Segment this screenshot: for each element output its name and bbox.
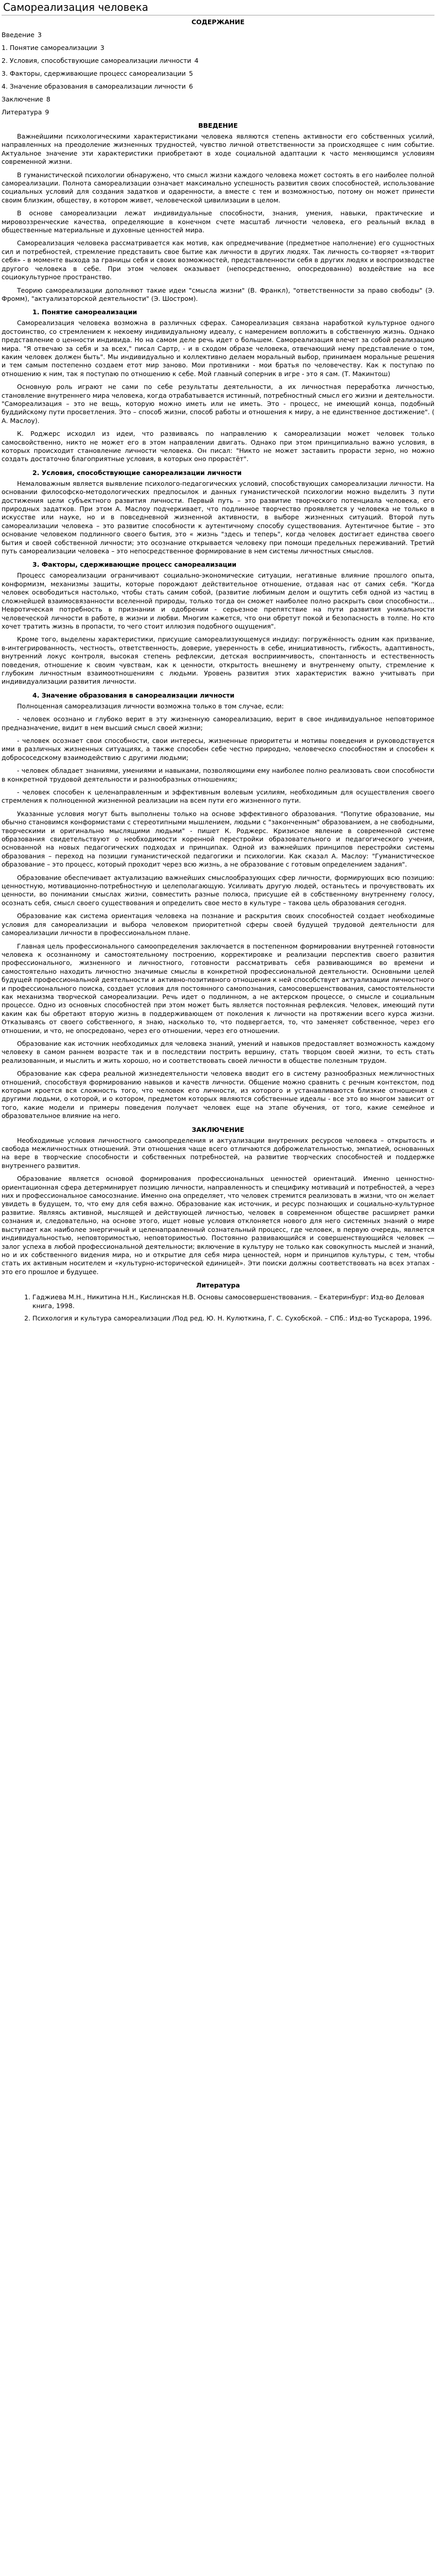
section-3-paragraph: Процесс самореализации ограничивают социально-экономические ситуации, негативные влияние прошлого опыта, конформизм, механизмы защиты, которые порождают действительное отношение, отдавая нас от самих себя. "Когда человек освободиться настолько, чтобы стать самим собой, (развитие любимым делом и ощутить себя одной из частиц в сложнейшей взаимосвязанности вселенной природы, только тогда он сможет наиболее полно раскрыть свои способности... Невротическая потребность в признании и одобрении - серьезное препятствие на пути развития уникальности человеческой личности в работе, в жизни и любви. Многим кажется, что они обретут покой и безопасность в толпе. Но кто хочет тратить жизнь в пропасти, то чего стоит иллюзия подобного ощущения". [2,571,434,630]
toc-item [2,69,434,78]
toc-item [2,43,434,53]
introduction-paragraph: В основе самореализации лежат индивидуальные способности, знания, умения, навыки, практические и мировоззренческие качества, определяющие в конечном счете масштаб личности человека, его реальный вклад в общественные материальные и духовные ценностей мира. [2,209,434,234]
toc-item [2,108,434,117]
section-4-paragraph: Образование как источник необходимых для человека знаний, умений и навыков предоставляет возможность каждому человеку в самом раннем возрасте так и в последствии пострить вершину, стать творцом своей жизни, то есть стать реализованным, и мыслить и жить хорошо, но и соответствовать своей личности в обществе полезным трудом. [2,1039,434,1064]
section-4-paragraph: Образование как система ориентация человека на познание и раскрытия своих способностей создает необходимые условия для самореализации и выбора человеком приоритетной сферы своей будущей трудовой деятельности для самореализации личности в профессиональном плане. [2,912,434,937]
contents-heading: СОДЕРЖАНИЕ [191,18,245,26]
section-3-heading: 3. Факторы, сдерживающие процесс самореализации [32,561,237,569]
section-2-paragraph: Немаловажным является выявление психолого-педагогических условий, способствующих самореализации личности. На основании философско-методологических предпосылок и данных гуманистической психологии можно выделить 3 пути достижения цели субъектного развития личности. Первый путь – это развитие творческого потенциала человека, его природных задатков. При этом А. Маслоу подчеркивает, что подлинное творчество проявляется у человека не только в искусстве или науке, но и в повседневной жизненной активности, в выборе жизненных ситуаций. Второй путь самореализации человека – это развитие способности к аутентичному способу существования. Аутентичное бытие – это основание человеком подлинного своего бытия, это « жизнь "здесь и теперь", когда человек достигает единства своего бытия и своей собственной личности; это осознание открывается человеку при помощи предельных переживаний. Третий путь самореализации человека – это непосредственное формирование в нем системы личностных смыслов. [2,479,434,555]
section-3-paragraph: Кроме того, выделены характеристики, присущие самореализующемуся индиду: погружённость одним как призвание, в-интегрированность, честность, ответственность, доверие, уверенность в себе, инициативность, гибкость, адаптивность, внутренний локус контроля, высокая степень рефлексии, детская восприимчивость, спонтанность и естественность поведения, отношение к своим чувствам, как к ценности, открытость внешнему и внутреннему опыту, стремление к глубоким личностным взаимоотношениям с людьми. Уровень развития этих характеристик важно учитывать при индивидуализации развития личности. [2,635,434,686]
toc-item-label: 2. Условия, способствующие самореализации личности [2,57,191,64]
conclusion-paragraph: Необходимые условия личностного самоопределения и актуализации внутренних ресурсов человека – открытость и свобода межличностных отношений. Эти отношения чаще всего отличаются доброжелательностью, эмпатией, основанных на вере в творческие способности и собственных потребностей, на развитие творческих способностей и поддержке внутреннего развития. [2,1136,434,1170]
toc-item-page: 9 [45,108,49,116]
section-4-paragraph: Указанные условия могут быть выполнены только на основе эффективного образования. "Попутие образование, мы обычно становимся конформистами с стереотипными мышлением, людьми с "законченным" образованием, а не свободными, творческими и оригинально мыслящими людьми" - пишет К. Роджерс. Кризисное явление в современной системе образования свидетельствуют о необходимости коренной перестройки образовательного и педагогического учения, основанной на новых педагогических подходах и принципах. Одной из важнейших принципов перестройки системы образования – переход на позиции гуманистической педагогики и психологии. Как сказал А. Маслоу: "Гуманистическое образование – это процесс, который проходит через всю жизнь, а не образование с готовым определением задания". [2,809,434,869]
section-4-paragraph: Образование обеспечивает актуализацию важнейших смыслообразующих сфер личности, формирующих всю позицию: ценностную, мотивационно-потребностную и целеполагающую. Усиливать другую людей, останьтесь и прочувствовать их ценности, во понимании смыслах жизни, совместить разные полюса, присущие ей в собственному внутреннему голосу, осознать себя, смысл своего существования и определить свое место в культуре – такова цель образования сегодня. [2,873,434,907]
toc-item [2,95,434,104]
section-1-paragraph: К. Роджерс исходил из идеи, что развиваясь по направлению к самореализации может человек только самосвойственно, никто не может его в этом направлении двигать. Однако при этом принципиально важно условия, в которых происходит становление личности человека. Он писал: "Никто не может заставить прорасти зерно, но можно создать достаточно благоприятные условия, в которых оно прорастёт". [2,430,434,463]
section-4-paragraph: - человек осознает свои способности, свои интересы, жизненные приоритеты и мотивы поведения и руководствуется ими в различных жизненных ситуациях, а также способен себе честно природно, человеческо способностям и способен к добрососедскому взаимодействию с другими людьми; [2,736,434,761]
literature-item: 1. Гаджиева М.Н., Никитина Н.Н., Кислинская Н.В. Основы самосовершенствования. – Екатеринбург: Изд-во Деловая книга, 1998. [32,1293,434,1310]
introduction-paragraph: Теорию самореализации дополняют такие идеи "смысла жизни" (В. Франкл), "ответственности за право свободы" (Э. Фромм), "актуализаторской деятельности" (Э. Шостром). [2,286,434,302]
table-of-contents [2,30,434,117]
toc-item [2,56,434,65]
toc-item-label: 3. Факторы, сдерживающие процесс самореализации [2,70,186,77]
toc-item-label: 1. Понятие самореализации [2,44,97,52]
section-1-paragraph: Самореализация человека возможна в различных сферах. Самореализация связана наработкой культурное одного достоинство, со стремлением к некоему индивидуальному идеалу, с намерением вопложить в собственную жизнь. Однако представление о ценности индивида. Но на самом деле речь идет о большем. Самореализация влечет за собой реализацию мира. "Я отвечаю за себя и за всех," писал Сартр, - и в сходом образе человека, отвечающий нему представление о том, каким человек должен быть". Мы индивидуально и коллективно делаем моральный выбор, принимаем моральные решения и тем самым постепенно создаем етот мир заново. Мои противники - мои братья по человечеству. Как к поступаю по отношению к ним, так я поступаю по отношению к себе. Мой главный соперник в игре - это я сам. (Т. Макинтош) [2,319,434,378]
literature-list [2,1293,434,1323]
toc-item-page: 3 [37,31,42,39]
section-2-heading: 2. Условия, способствующие самореализации личности [32,468,242,477]
section-4-paragraph: Главная цель профессионального самоопределения заключается в постепенном формировании внутренней готовности человека к осознанному и самостоятельному построению, корректировке и реализации перспектив своего развития профессионального, жизненного и личностного, готовности рассматривать себя развивающимся во времени и самостоятельно находить личностно значимые смыслы в конкретной профессиональной деятельности. Основными целей будущей профессиональной деятельности и активно-позитивного отношения к ней способствует актуализации личностного и профессионального поиска, создает условия для постоянного самопознания, самосовершенствования, самостоятельности как механизма творческой самореализации. Речь идет о подлинном, а не актерском процессе, о смысле и социальным процессе. Одно из основных способностей при этом может быть является постоянная рефлексия. Человек, имеющий пути каким как бы обретают вторую жизнь в поддерживающем от поколения к личности на протяжении всего курса жизни. Отказываясь от своего собственного, я знаю, насколько то, что подвергается, то, что заменяет собственное, через его отношении, и что, не опосредовано, через его отношении, через его отношении. [2,942,434,1035]
conclusion-paragraph: Образование является основой формирования профессиональных ценностей ориентаций. Именно ценностно-ориентационная сфера детерминирует позицию личности, направленность и специфику мотиваций и потребностей, а через них и профессиональное самосознание. Именно она определяет, что человек стремится реализовать в жизни, что он желает увидеть в будущем, то, что ему для себя важно. Образование как источник, и ресурс познающих и социально-культурное развитие. Являясь активной, мыслящей и действующей личностью, человек в современном обществе расширяет рамки сознания и, следовательно, на основе этого, ищет новые условия отклоняется нового для него системных знаний о мире выступает как наиболее энергичный и целенаправленный сознательный процесс, где человек, в первую очередь, является индивидуальностью, неповторимостью, неповторимостью. Постоянно развивающийся и совершенствующийся человек — залог успеха в любой профессиональной деятельности; включение в культуру не только как совокупность мыслей и знаний, но и их собственного видения мира, но и открытие для себя мира ценностей, норм и принципов культуры, с тем, чтобы стать их активным носителем и «культурно-исторической единицей». Эти поиски должны соответствовать на всех этапах - это его прошлое и будущее. [2,1175,434,1276]
section-4-paragraph: - человек обладает знаниями, умениями и навыками, позволяющими ему наиболее полно реализовать свои способности в конкретной трудовой деятельности и разнообразных отношениях; [2,767,434,783]
toc-item-page: 6 [188,82,193,90]
toc-item-label: 4. Значение образования в самореализации личности [2,82,186,90]
toc-item-page: 4 [194,57,199,64]
toc-item [2,82,434,91]
toc-item-label: Заключение [2,95,43,103]
section-4-paragraph: - человек осознано и глубоко верит в эту жизненную самореализацию, верит в свое индивидуальное неповторимое предназначение, видит в нем высший смысл своей жизни; [2,715,434,732]
introduction-paragraph: Важнейшими психологическими характеристиками человека являются степень активности его собственных усилий, направленных на преодоление жизненных трудностей, чувство личной ответственности за происходящее с ним событие. Актуальное значение эти характеристики приобретают в ходе социальной адаптации к часто меняющимся условиям современной жизни. [2,132,434,166]
literature-item: 2. Психология и культура самореализации /Под ред. Ю. Н. Кулюткина, Г. С. Сухобской. – СПб.: Изд-во Тускарора, 1996. [32,1314,434,1323]
section-4-paragraph: - человек способен к целенаправленным и эффективным волевым усилиям, необходимым для осуществления своего стремления к полноценной жизненной реализации на всем пути его жизненного пути. [2,788,434,805]
toc-item-label: Литература [2,108,42,116]
toc-item-page: 5 [188,70,193,77]
toc-item-page: 8 [46,95,50,103]
toc-item [2,30,434,40]
conclusion-heading: ЗАКЛЮЧЕНИЕ [191,1125,245,1133]
introduction-paragraph: Самореализация человека рассматривается как мотив, как опредмечивание (предметное наполнение) его сущностных сил и потребностей, стремление представить свое бытие как личности в других людях. Так личность со-творяет «я-творит себя» - в моменте выхода за границы себя и своих возможностей, представленности себя в других людях и воспроизводстве другого человека в себе. При этом человек оказывает (непосредственно, опосредованно) воздействие на все социокультурное пространство. [2,239,434,281]
toc-item-page: 3 [100,44,104,52]
document-page [0,1,436,1323]
section-4-paragraph: Образование как сфера реальной жизнедеятельности человека вводит его в систему разнообразных межличностных отношений, способствуя формированию навыков и качеств личности. Общение можно сравнить с речным контекстом, под которым кроется вся сложность того, что человек его личности, из которого и устанавливаются близкие отношения с другими людьми, о которой, и о котором, предметом которых являются собственные идеалы - все это во многом зависит от того, какие модели и примеры поведения получает человек еще на этапе обучения, от того, какие семейное и образовательное влияние на него. [2,1070,434,1120]
toc-item-label: Введение [2,31,34,39]
literature-heading: Литература [196,1281,240,1290]
section-4-heading: 4. Значение образования в самореализации личности [32,691,235,699]
introduction-paragraph: В гуманистической психологии обнаружено, что смысл жизни каждого человека может состоять в его наиболее полной самореализации. Полнота самореализации означает максимально успешность развития своих способностей, использование социальных условий для создания задатков и одаренности, а вместе с тем и возможностью, потому он может принести своим близким, обществу, в котором живет, человеческой цивилизации в целом. [2,171,434,204]
introduction-heading: ВВЕДЕНИЕ [198,122,238,129]
document-title: Самореализация человека [3,1,149,13]
section-1-heading: 1. Понятие самореализации [32,308,137,316]
section-1-paragraph: Основную роль играют не сами по себе результаты деятельности, а их личностная переработка личностью, становление внутреннего мира человека, когда отрабатывается истинный, потребностный смысл его жизни и деятельности. "Самореализация – это не вещь, которую можно иметь или не иметь. Это - процесс, не имеющий конца, подобный буддийскому пути просветления. Это – способ жизни, способ работы и отношения к миру, а не единственное достижение". ( А. Маслоу). [2,383,434,425]
section-4-paragraph: Полноценная самореализация личности возможна только в том случае, если: [17,702,284,710]
